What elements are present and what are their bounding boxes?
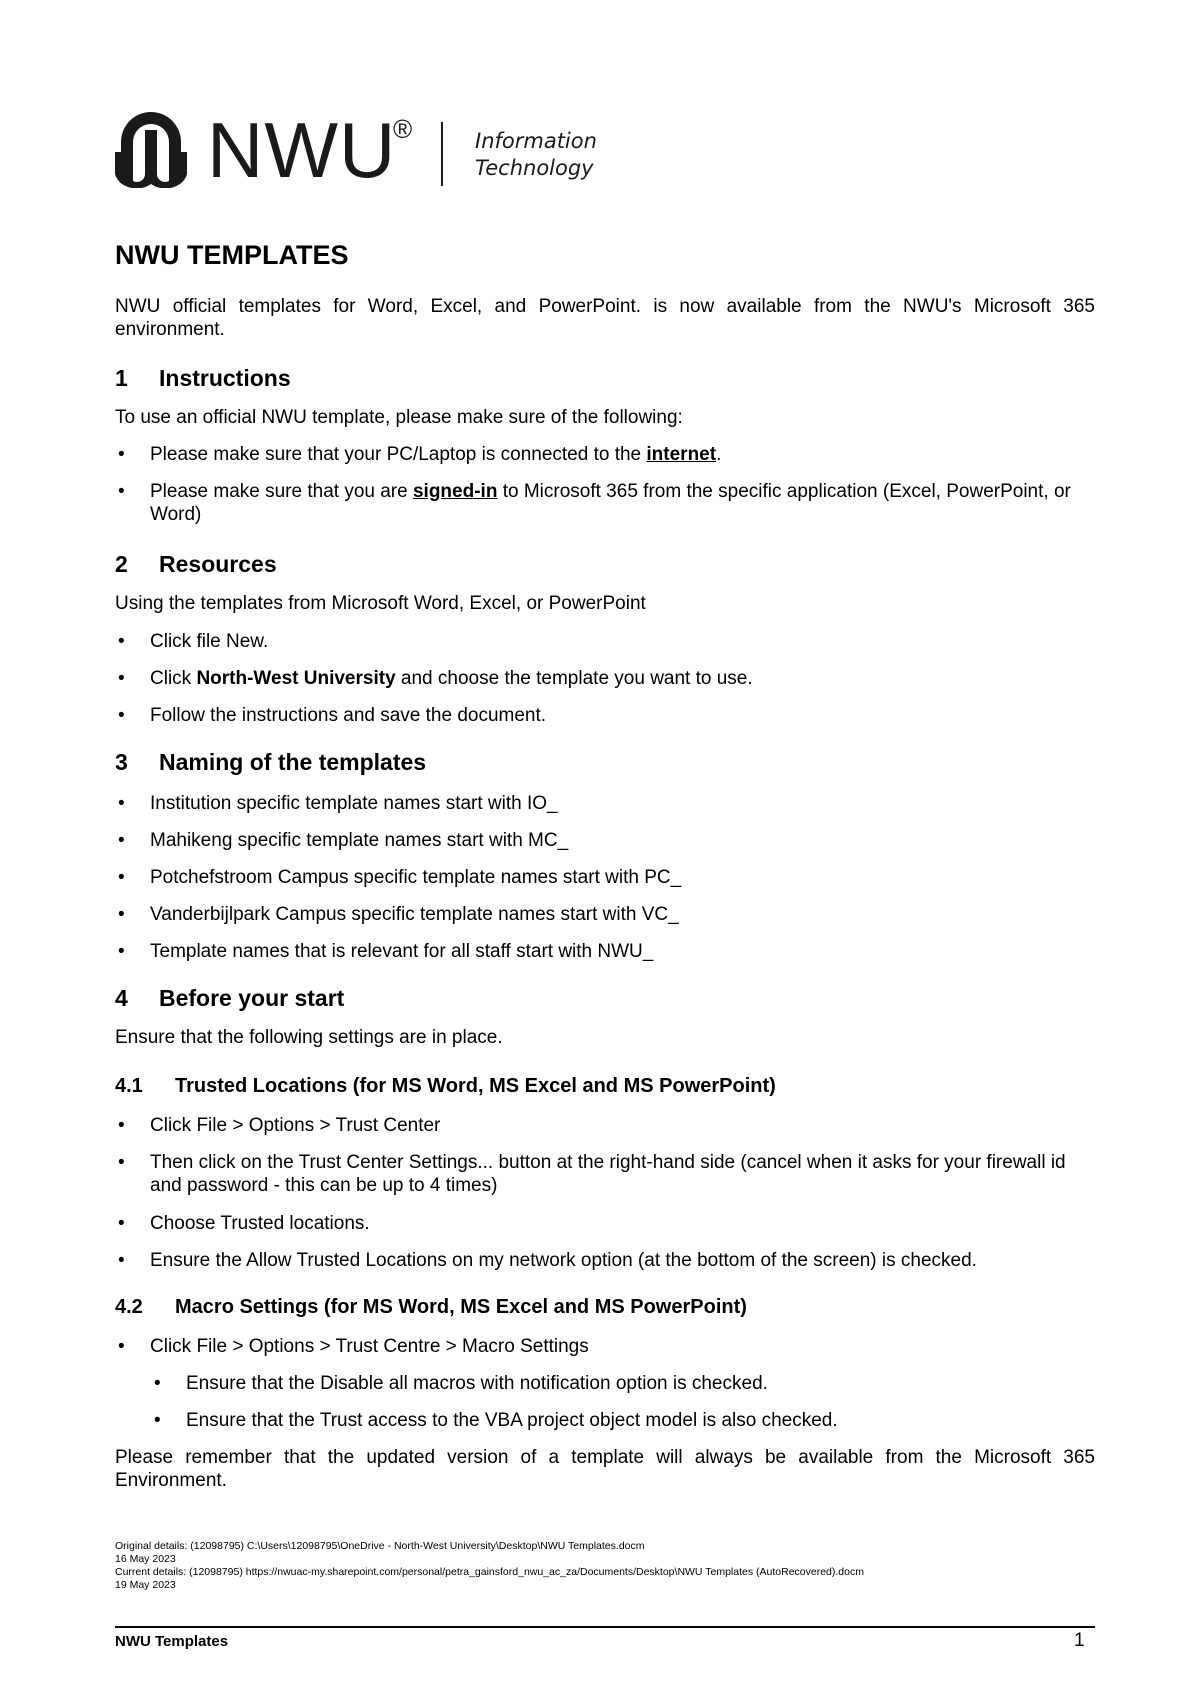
list-item: • Click North-West University and choose the template you want to use. xyxy=(115,667,1095,690)
document-properties-footer xyxy=(115,1540,864,1592)
list-item: • Institution specific template names start with IO_ xyxy=(115,792,1095,815)
page-number: 1 xyxy=(1074,1630,1085,1651)
list-item: • Potchefstroom Campus specific template names start with PC_ xyxy=(115,866,1095,889)
page-title: NWU TEMPLATES xyxy=(115,240,349,270)
list-item: • Mahikeng specific template names start with MC_ xyxy=(115,829,1095,852)
subsection-heading-trusted-locations: 4.1 Trusted Locations (for MS Word, MS Excel and MS PowerPoint) xyxy=(115,1075,776,1097)
department-line-2: Technology xyxy=(475,156,594,180)
list-item: • Vanderbijlpark Campus specific template names start with VC_ xyxy=(115,903,1095,926)
subsection-heading-macro-settings: 4.2 Macro Settings (for MS Word, MS Excel and MS PowerPoint) xyxy=(115,1296,747,1318)
closing-paragraph: Please remember that the updated version of a template will always be available from the Microsoft 365 Environment. xyxy=(115,1447,1095,1491)
department-line-1: Information xyxy=(475,129,597,153)
nwu-emblem-icon xyxy=(115,112,187,188)
intro-paragraph: NWU official templates for Word, Excel, and PowerPoint. is now available from the NWU's Microsoft 365 environment. xyxy=(115,296,1095,340)
list-item: • Click File > Options > Trust Centre > Macro Settings xyxy=(115,1335,1095,1358)
section-heading-before-start: 4 Before your start xyxy=(115,985,345,1011)
logo-department xyxy=(475,128,597,182)
instructions-lead: To use an official NWU template, please make sure of the following: xyxy=(115,407,683,428)
section-heading-instructions: 1 Instructions xyxy=(115,365,291,391)
original-details: Original details: (12098795) C:\Users\12098795\OneDrive - North-West University\Desktop\NWU Templates.docm xyxy=(115,1540,645,1552)
registered-mark: ® xyxy=(393,114,413,144)
footer-divider xyxy=(115,1626,1095,1628)
list-item: • Please make sure that you are signed-in to Microsoft 365 from the specific application (Excel, PowerPoint, or Word) xyxy=(115,480,1095,526)
logo-divider xyxy=(441,122,443,186)
list-item: • Ensure the Allow Trusted Locations on my network option (at the bottom of the screen) is checked. xyxy=(115,1249,1095,1272)
list-item: • Then click on the Trust Center Settings... button at the right-hand side (cancel when it asks for your firewall id and password - this can be up to 4 times) xyxy=(115,1151,1095,1197)
list-item: • Click file New. xyxy=(115,630,1095,653)
section-heading-naming: 3 Naming of the templates xyxy=(115,749,427,775)
current-date: 19 May 2023 xyxy=(115,1579,176,1591)
list-item: • Ensure that the Disable all macros with notification option is checked. xyxy=(115,1372,1095,1395)
original-date: 16 May 2023 xyxy=(115,1553,176,1565)
list-item: • Choose Trusted locations. xyxy=(115,1212,1095,1235)
section-heading-resources: 2 Resources xyxy=(115,551,277,577)
list-item: • Click File > Options > Trust Center xyxy=(115,1114,1095,1137)
footer-document-title: NWU Templates xyxy=(115,1633,229,1650)
nwu-logo xyxy=(115,106,615,194)
current-details: Current details: (12098795) https://nwuac-my.sharepoint.com/personal/petra_gainsford_nwu_ac_za/Documents/Desktop\NWU Templates (AutoRecovered).docm xyxy=(115,1566,864,1578)
list-item: • Ensure that the Trust access to the VBA project object model is also checked. xyxy=(115,1409,1095,1432)
logo-wordmark: NWU xyxy=(207,106,397,194)
before-start-lead: Ensure that the following settings are in place. xyxy=(115,1027,503,1048)
list-item: • Template names that is relevant for all staff start with NWU_ xyxy=(115,940,1095,963)
list-item: • Follow the instructions and save the document. xyxy=(115,704,1095,727)
resources-lead: Using the templates from Microsoft Word, Excel, or PowerPoint xyxy=(115,593,646,614)
list-item: • Please make sure that your PC/Laptop is connected to the internet. xyxy=(115,443,1095,466)
